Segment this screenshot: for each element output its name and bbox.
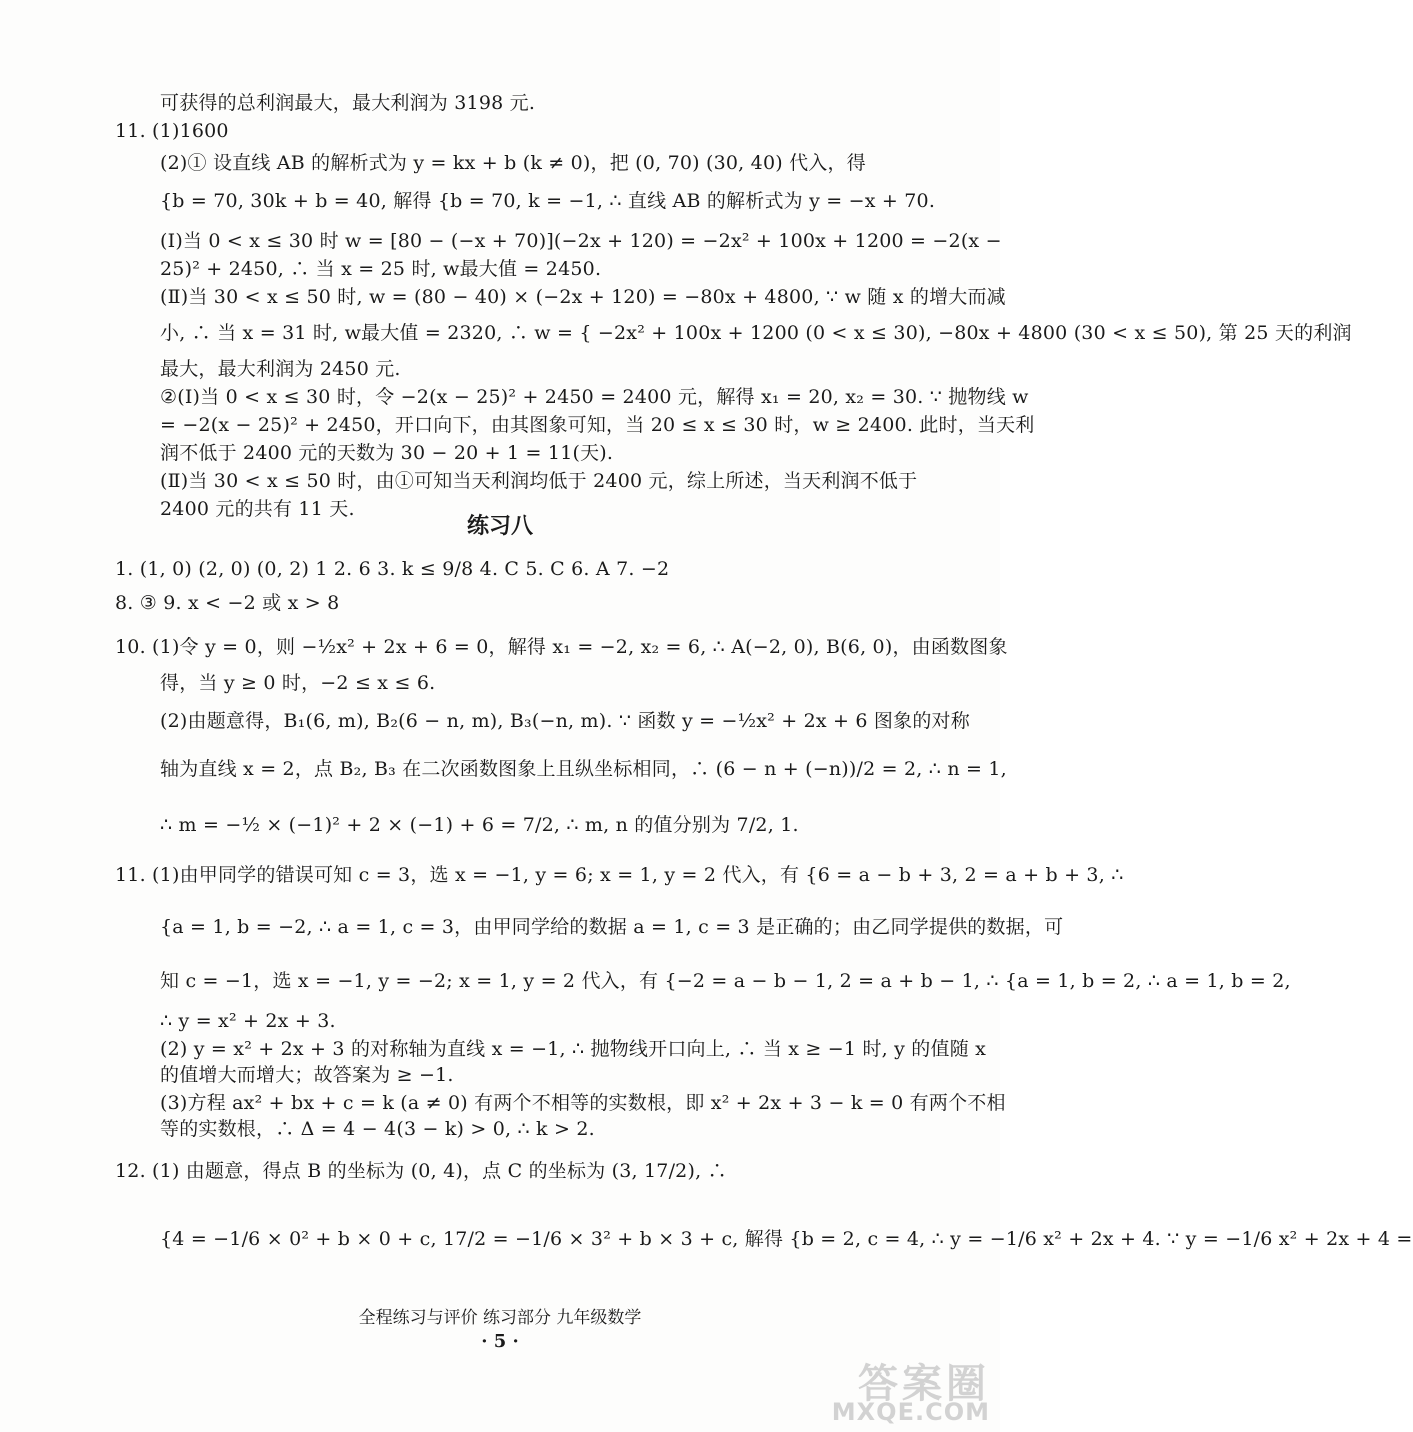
problem-11-line: 11. (1)由甲同学的错误可知 c = 3，选 x = −1, y = 6; x = 1, y = 2 代入，有 {6 = a − b + 3, 2 = a + b + 3, ∴ bbox=[115, 864, 1124, 886]
text-line: 2400 元的共有 11 天. bbox=[160, 498, 355, 520]
equation-system-line: {b = 70, 30k + b = 40, 解得 {b = 70, k = −1, ∴ 直线 AB 的解析式为 y = −x + 70. bbox=[160, 190, 936, 212]
text-line: 得，当 y ≥ 0 时，−2 ≤ x ≤ 6. bbox=[160, 672, 436, 694]
text-line: (3)方程 ax² + bx + c = k (a ≠ 0) 有两个不相等的实数根，即 x² + 2x + 3 − k = 0 有两个不相 bbox=[160, 1092, 1006, 1114]
text-line: {a = 1, b = −2, ∴ a = 1, c = 3，由甲同学给的数据 a = 1, c = 3 是正确的；由乙同学提供的数据，可 bbox=[160, 916, 1064, 938]
watermark-site: MXQE.COM bbox=[831, 1398, 990, 1426]
answers-line-1: 1. (1, 0) (2, 0) (0, 2) 1 2. 6 3. k ≤ 9/8 4. C 5. C 6. A 7. −2 bbox=[115, 558, 670, 580]
watermark-logo: 答案圈 bbox=[858, 1361, 990, 1407]
text-line: (Ⅰ)当 0 < x ≤ 30 时 w = [80 − (−x + 70)](−2x + 120) = −2x² + 100x + 1200 = −2(x − bbox=[160, 230, 1002, 252]
text-line: (Ⅱ)当 30 < x ≤ 50 时，由①可知当天利润均低于 2400 元，综上所述，当天利润不低于 bbox=[160, 470, 918, 492]
equation-system-line: {4 = −1/6 × 0² + b × 0 + c, 17/2 = −1/6 × 3² + b × 3 + c, 解得 {b = 2, c = 4, ∴ y = −1/6 x² + 2x + 4. ∵ y = −1/6 x² + 2x + 4 = bbox=[160, 1228, 1413, 1250]
text-line: (2) y = x² + 2x + 3 的对称轴为直线 x = −1, ∴ 抛物线开口向上, ∴ 当 x ≥ −1 时, y 的值随 x bbox=[160, 1038, 987, 1060]
text-line: 等的实数根，∴ Δ = 4 − 4(3 − k) > 0, ∴ k > 2. bbox=[160, 1118, 595, 1140]
text-line: 的值增大而增大；故答案为 ≥ −1. bbox=[160, 1064, 454, 1086]
text-line: ②(Ⅰ)当 0 < x ≤ 30 时，令 −2(x − 25)² + 2450 = 2400 元，解得 x₁ = 20, x₂ = 30. ∵ 抛物线 w bbox=[160, 386, 1029, 408]
text-line: = −2(x − 25)² + 2450，开口向下，由其图象可知，当 20 ≤ x ≤ 30 时，w ≥ 2400. 此时，当天利 bbox=[160, 414, 1035, 436]
page-number: · 5 · bbox=[481, 1331, 519, 1352]
text-line: 知 c = −1，选 x = −1, y = −2; x = 1, y = 2 代入，有 {−2 = a − b − 1, 2 = a + b − 1, ∴ {a = 1, b = 2, ∴ a = 1, b = 2, bbox=[160, 970, 1291, 992]
text-line: 最大，最大利润为 2450 元. bbox=[160, 358, 401, 380]
text-line: (2)① 设直线 AB 的解析式为 y = kx + b (k ≠ 0)，把 (0, 70) (30, 40) 代入，得 bbox=[160, 152, 866, 174]
text-line: 轴为直线 x = 2，点 B₂, B₃ 在二次函数图象上且纵坐标相同，∴ (6 − n + (−n))/2 = 2, ∴ n = 1, bbox=[160, 758, 1007, 780]
text-line: (2)由题意得，B₁(6, m), B₂(6 − n, m), B₃(−n, m). ∵ 函数 y = −½x² + 2x + 6 图象的对称 bbox=[160, 710, 970, 732]
answers-line-2: 8. ③ 9. x < −2 或 x > 8 bbox=[115, 592, 340, 614]
text-line: ∴ y = x² + 2x + 3. bbox=[160, 1010, 336, 1032]
problem-10-line: 10. (1)令 y = 0，则 −½x² + 2x + 6 = 0，解得 x₁ = −2, x₂ = 6, ∴ A(−2, 0), B(6, 0)，由函数图象 bbox=[115, 636, 1008, 658]
text-line: ∴ m = −½ × (−1)² + 2 × (−1) + 6 = 7/2, ∴ m, n 的值分别为 7/2, 1. bbox=[160, 814, 799, 836]
problem-11-header: 11. (1)1600 bbox=[115, 120, 229, 142]
section-title: 练习八 bbox=[466, 514, 533, 539]
problem-12-line: 12. (1) 由题意，得点 B 的坐标为 (0, 4)，点 C 的坐标为 (3, 17/2), ∴ bbox=[115, 1160, 727, 1182]
page-footer: 全程练习与评价 练习部分 九年级数学 bbox=[358, 1308, 642, 1328]
text-line: 润不低于 2400 元的天数为 30 − 20 + 1 = 11(天). bbox=[160, 442, 614, 464]
text-line: (Ⅱ)当 30 < x ≤ 50 时, w = (80 − 40) × (−2x + 120) = −80x + 4800, ∵ w 随 x 的增大而减 bbox=[160, 286, 1006, 308]
piecewise-line: 小, ∴ 当 x = 31 时, w最大值 = 2320, ∴ w = { −2x² + 100x + 1200 (0 < x ≤ 30), −80x + 4800 (30 < x ≤ 50), 第 25 天的利润 bbox=[160, 322, 1352, 344]
text-line: 可获得的总利润最大，最大利润为 3198 元. bbox=[160, 92, 536, 114]
text-line: 25)² + 2450, ∴ 当 x = 25 时, w最大值 = 2450. bbox=[160, 258, 602, 280]
